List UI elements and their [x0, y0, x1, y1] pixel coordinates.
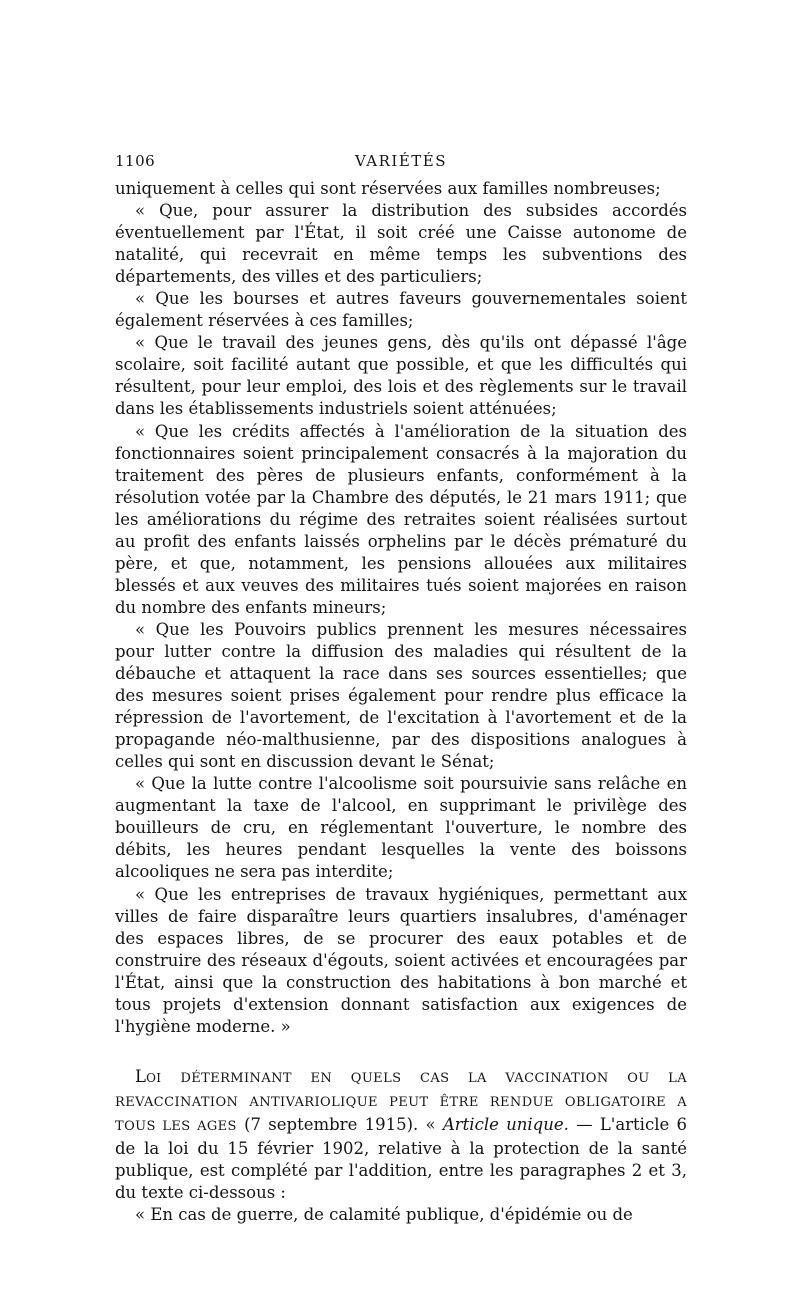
- paragraph-alcoolisme: « Que la lutte contre l'alcoolisme soit poursuivie sans relâche en augmentant la taxe de l'alcool, en supprimant le privilège des bouilleurs de cru, en réglementant l'ouverture, le nombre des débits, les heures pendant lesquelles la vente des boissons alcooliques ne sera pas interdite;: [115, 774, 687, 882]
- paragraph-caisse-natalite: « Que, pour assurer la distribution des subsides accordés éventuellement par l'État, il soit créé une Caisse autonome de natalité, qui recevrait en même temps les subventions des départements, des villes et des particuliers;: [115, 201, 687, 287]
- paragraph-credits-fonctionnaires: « Que les crédits affectés à l'amélioration de la situation des fonctionnaires soient principalement consacrés à la majoration du traitement des pères de plusieurs enfants, conformément à la résolution votée par la Chambre des députés, le 21 mars 1911; que les améliorations du régime des retraites soient réalisées surtout au profit des enfants laissés orphelins par le décès prématuré du père, et que, notamment, les pensions allouées aux militaires blessés et aux veuves des militaires tués soient majorées en raison du nombre des enfants mineurs;: [115, 421, 687, 617]
- law-body: — L'article 6 de la loi du 15 février 1902, relative à la protection de la santé publique, est complété par l'addition, entre les paragraphes 2 et 3, du texte ci-dessous :: [115, 1114, 687, 1203]
- book-page: [115, 150, 687, 1226]
- paragraph-travaux-hygieniques: « Que les entreprises de travaux hygiéniques, permettant aux villes de faire disparaître leurs quartiers insalubres, d'aménager des espaces libres, de se procurer des eaux potables et de construire des réseaux d'égouts, soient activées et encouragées par l'État, ainsi que la construction des habitations à bon marché et tous projets d'extension donnant satisfaction aux exigences de l'hygiène moderne. »: [115, 884, 687, 1036]
- law-date: (7 septembre 1915).: [244, 1114, 419, 1134]
- paragraph-travail-jeunes: « Que le travail des jeunes gens, dès qu'ils ont dépassé l'âge scolaire, soit facilité autant que possible, et que les difficultés qui résultent, pour leur emploi, des lois et des règlements sur le travail dans les établissements industriels soient atténuées;: [115, 333, 687, 419]
- law-section: [115, 1066, 687, 1226]
- page-number: 1106: [115, 152, 156, 170]
- law-paragraph: [115, 1066, 687, 1204]
- paragraph-continuation: uniquement à celles qui sont réservées aux familles nombreuses;: [115, 179, 661, 198]
- law-article-label: Article unique.: [442, 1114, 569, 1134]
- law-opening-quote: «: [425, 1114, 436, 1134]
- law-last-line: « En cas de guerre, de calamité publique, d'épidémie ou de: [135, 1205, 633, 1225]
- running-title: VARIÉTÉS: [354, 152, 448, 170]
- law-title-lead: Loi: [135, 1066, 162, 1086]
- paragraph-pouvoirs-publics: « Que les Pouvoirs publics prennent les mesures nécessaires pour lutter contre la diffusion des maladies qui résultent de la débauche et attaquent la race dans ses sources essentielles; que des mesures soient prises également pour rendre plus efficace la répression de l'avortement, de l'excitation à l'avortement et de la propagande néo-malthusienne, par des dispositions analogues à celles qui sont en discussion devant le Sénat;: [115, 619, 687, 772]
- paragraph-bourses: « Que les bourses et autres faveurs gouvernementales soient également réservées à ces familles;: [115, 289, 687, 331]
- running-head: [115, 150, 687, 176]
- law-title: DÉTERMINANT EN QUELS CAS LA VACCINATION OU LA REVACCINATION ANTIVARIOLIQUE PEUT ÊTRE RENDUE OBLIGATOIRE A TOUS LES AGES: [115, 1070, 687, 1134]
